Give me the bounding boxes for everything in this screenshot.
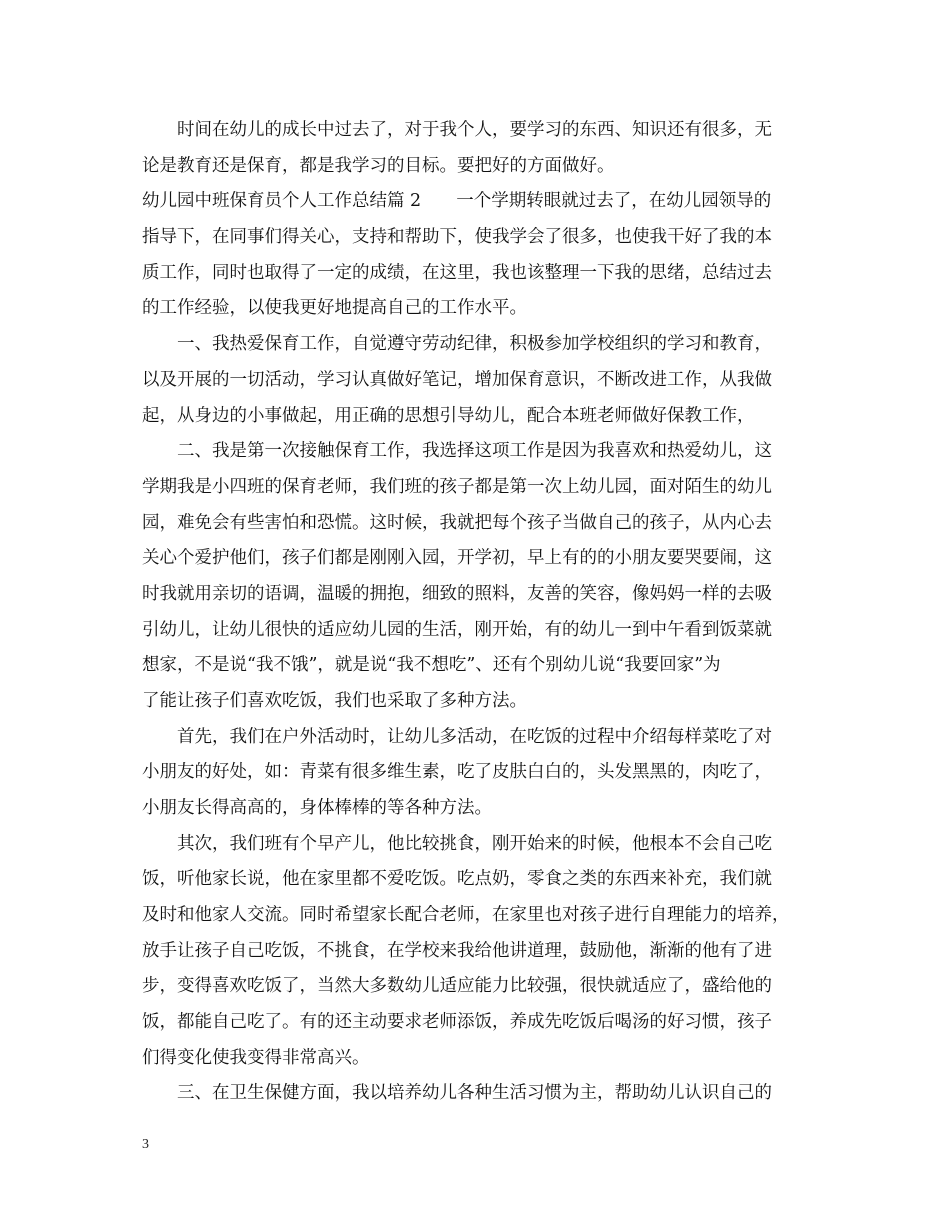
- text-line: 步，变得喜欢吃饭了，当然大多数幼儿适应能力比较强，很快就适应了，盛给他的: [142, 976, 772, 996]
- text-line: 论是教育还是保育，都是我学习的目标。要把好的方面做好。: [142, 156, 615, 176]
- text-line: 其次，我们班有个早产儿，他比较挑食，刚开始来的时候，他根本不会自己吃: [142, 834, 772, 854]
- text-line: 小朋友的好处，如：青菜有很多维生素，吃了皮肤白白的，头发黑黑的，肉吃了，: [142, 762, 772, 782]
- text-line: 时间在幼儿的成长中过去了，对于我个人，要学习的东西、知识还有很多，无: [142, 120, 772, 140]
- text-line: 质工作，同时也取得了一定的成绩，在这里，我也该整理一下我的思绪，总结过去: [142, 263, 772, 283]
- page-number: 3: [142, 1137, 149, 1152]
- text-line: 以及开展的一切活动，学习认真做好笔记，增加保育意识，不断改进工作，从我做: [142, 370, 772, 390]
- text-line: 想家，不是说“我不饿”，就是说“我不想吃”、还有个别幼儿说“我要回家”为: [142, 655, 721, 675]
- text-line: 二、我是第一次接触保育工作，我选择这项工作是因为我喜欢和热爱幼儿，这: [142, 441, 772, 461]
- text-line: 学期我是小四班的保育老师，我们班的孩子都是第一次上幼儿园，面对陌生的幼儿: [142, 477, 772, 497]
- text-line: 小朋友长得高高的，身体棒棒的等各种方法。: [142, 798, 492, 818]
- text-line: 了能让孩子们喜欢吃饭，我们也采取了多种方法。: [142, 691, 527, 711]
- text-line: 及时和他家人交流。同时希望家长配合老师，在家里也对孩子进行自理能力的培养，: [142, 905, 790, 925]
- text-line: 们得变化使我变得非常高兴。: [142, 1048, 370, 1068]
- text-line: 放手让孩子自己吃饭，不挑食，在学校来我给他讲道理，鼓励他，渐渐的他有了进: [142, 941, 772, 961]
- text-line: 关心个爱护他们，孩子们都是刚刚入园，开学初，早上有的的小朋友要哭要闹，这: [142, 548, 772, 568]
- text-line: 三、在卫生保健方面，我以培养幼儿各种生活习惯为主，帮助幼儿认识自己的: [142, 1083, 772, 1103]
- text-line: 时我就用亲切的语调，温暖的拥抱，细致的照料，友善的笑容，像妈妈一样的去吸: [142, 584, 772, 604]
- text-line: 首先，我们在户外活动时，让幼儿多活动，在吃饭的过程中介绍每样菜吃了对: [142, 727, 772, 747]
- text-line: 一、我热爱保育工作，自觉遵守劳动纪律，积极参加学校组织的学习和教育，: [142, 334, 772, 354]
- text-line: 园，难免会有些害怕和恐慌。这时候，我就把每个孩子当做自己的孩子，从内心去: [142, 513, 772, 533]
- text-line: 饭，都能自己吃了。有的还主动要求老师添饭，养成先吃饭后喝汤的好习惯，孩子: [142, 1012, 772, 1032]
- text-line: 的工作经验，以使我更好地提高自己的工作水平。: [142, 298, 527, 318]
- text-line: 引幼儿，让幼儿很快的适应幼儿园的生活，刚开始，有的幼儿一到中午看到饭菜就: [142, 620, 772, 640]
- text-line: 饭，听他家长说，他在家里都不爱吃饭。吃点奶，零食之类的东西来补充，我们就: [142, 869, 772, 889]
- text-line: 起，从身边的小事做起，用正确的思想引导幼儿，配合本班老师做好保教工作，: [142, 406, 755, 426]
- text-line: 指导下，在同事们得关心，支持和帮助下，使我学会了很多，也使我干好了我的本: [142, 227, 772, 247]
- text-line: 幼儿园中班保育员个人工作总结篇 2 一个学期转眼就过去了，在幼儿园领导的: [142, 191, 772, 211]
